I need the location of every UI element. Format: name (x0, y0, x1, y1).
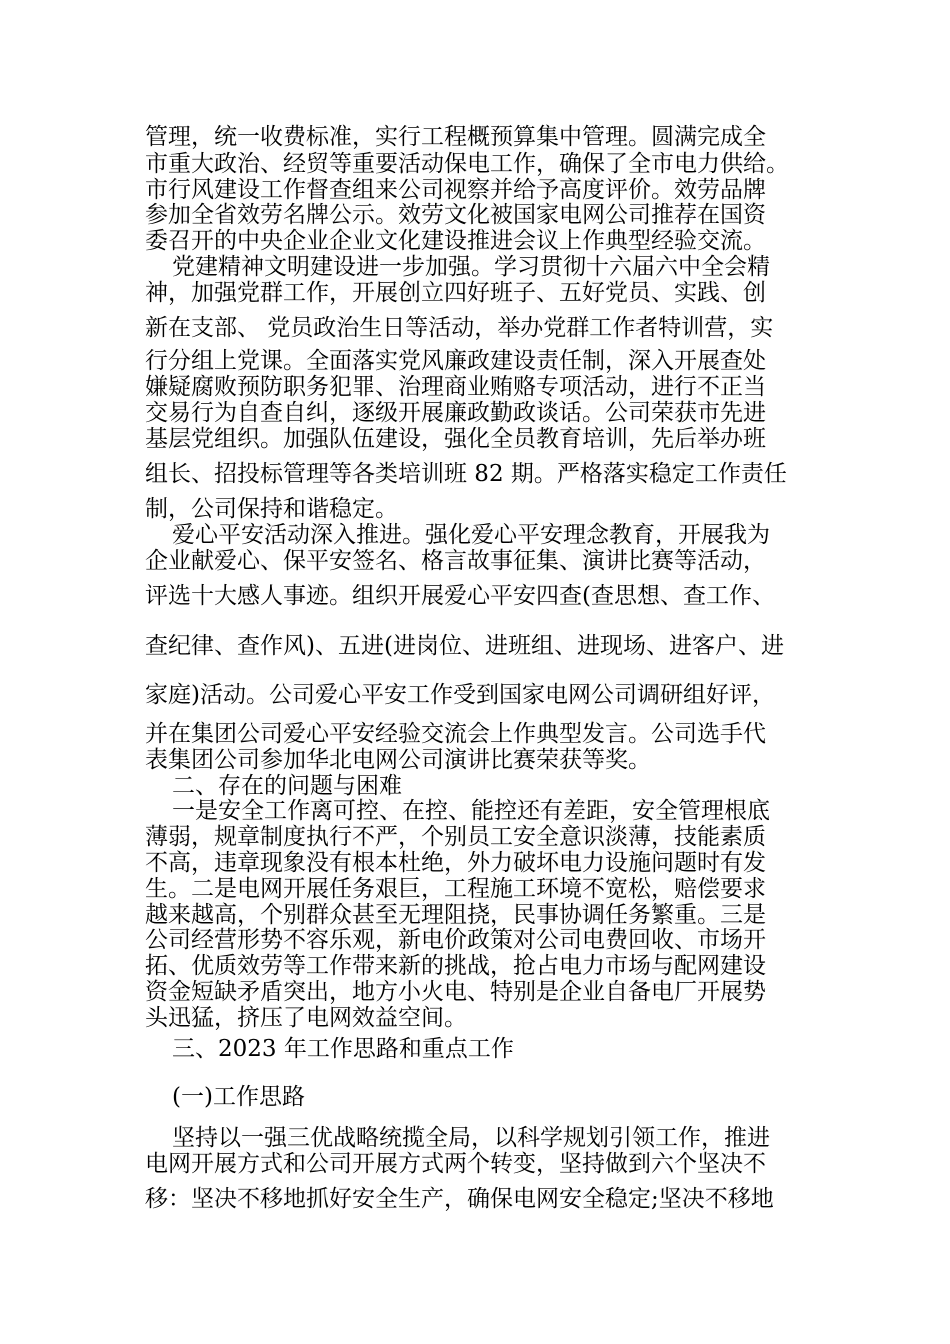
text-line: 神，加强党群工作，开展创立四好班子、五好党员、实践、创 (145, 280, 766, 306)
text-line: 嫌疑腐败预防职务犯罪、治理商业贿赂专项活动，进行不正当 (145, 374, 766, 400)
text-line: 薄弱，规章制度执行不严，个别员工安全意识淡薄，技能素质 (145, 824, 766, 850)
text-line: 公司经营形势不容乐观，新电价政策对公司电费回收、市场开 (145, 927, 766, 953)
text-line: 电网开展方式和公司开展方式两个转变，坚持做到六个坚决不 (145, 1151, 766, 1177)
text-line: 新在支部、 党员政治生日等活动，举办党群工作者特训营，实 (145, 315, 774, 341)
text-line: 资金短缺矛盾突出，地方小火电、特别是企业自备电厂开展势 (145, 979, 766, 1005)
text-line: 移：坚决不移地抓好安全生产，确保电网安全稳定;坚决不移地 (145, 1186, 774, 1212)
text-line: 委召开的中央企业企业文化建设推进会议上作典型经验交流。 (145, 228, 766, 254)
text-line: 越来越高，个别群众甚至无理阻挠，民事协调任务繁重。三是 (145, 902, 766, 928)
paragraph-start-line: 坚持以一强三优战略统揽全局，以科学规划引领工作，推进 (172, 1125, 770, 1151)
text-line: 管理，统一收费标准，实行工程概预算集中管理。圆满完成全 (145, 124, 766, 150)
text-line: 企业献爱心、保平安签名、格言故事征集、演讲比赛等活动， (145, 548, 766, 574)
paragraph-start-line: 一是安全工作离可控、在控、能控还有差距，安全管理根底 (172, 798, 770, 824)
subsection-heading: (一)工作思路 (172, 1084, 305, 1110)
text-line: 组长、招投标管理等各类培训班 82 期。严格落实稳定工作责任 (145, 461, 787, 487)
text-line: 查纪律、查作风)、五进(进岗位、进班组、进现场、进客户、进 (145, 633, 784, 659)
section-heading: 二、存在的问题与困难 (172, 773, 402, 799)
paragraph-start-line: 爱心平安活动深入推进。强化爱心平安理念教育，开展我为 (172, 522, 770, 548)
text-line: 头迅猛，挤压了电网效益空间。 (145, 1005, 467, 1031)
text-line: 拓、优质效劳等工作带来新的挑战，抢占电力市场与配网建设 (145, 953, 766, 979)
text-line: 不高，违章现象没有根本杜绝，外力破坏电力设施问题时有发 (145, 850, 766, 876)
text-line: 市行风建设工作督查组来公司视察并给予高度评价。效劳品牌 (145, 177, 766, 203)
text-line: 家庭)活动。公司爱心平安工作受到国家电网公司调研组好评， (145, 682, 775, 708)
text-line: 评选十大感人事迹。组织开展爱心平安四查(查思想、查工作、 (145, 583, 775, 609)
paragraph-start-line: 党建精神文明建设进一步加强。学习贯彻十六届六中全会精 (172, 254, 770, 280)
text-line: 交易行为自查自纠，逐级开展廉政勤政谈话。公司荣获市先进 (145, 400, 766, 426)
text-line: 行分组上党课。全面落实党风廉政建设责任制，深入开展查处 (145, 348, 766, 374)
section-heading: 三、2023 年工作思路和重点工作 (172, 1036, 514, 1062)
text-line: 基层党组织。加强队伍建设，强化全员教育培训，先后举办班 (145, 426, 766, 452)
text-line: 制，公司保持和谐稳定。 (145, 496, 398, 522)
text-line: 参加全省效劳名牌公示。效劳文化被国家电网公司推荐在国资 (145, 202, 766, 228)
text-line: 生。二是电网开展任务艰巨，工程施工环境不宽松，赔偿要求 (145, 876, 766, 902)
text-line: 并在集团公司爱心平安经验交流会上作典型发言。公司选手代 (145, 721, 766, 747)
text-line: 市重大政治、经贸等重要活动保电工作，确保了全市电力供给。 (145, 151, 789, 177)
text-line: 表集团公司参加华北电网公司演讲比赛荣获等奖。 (145, 747, 651, 773)
